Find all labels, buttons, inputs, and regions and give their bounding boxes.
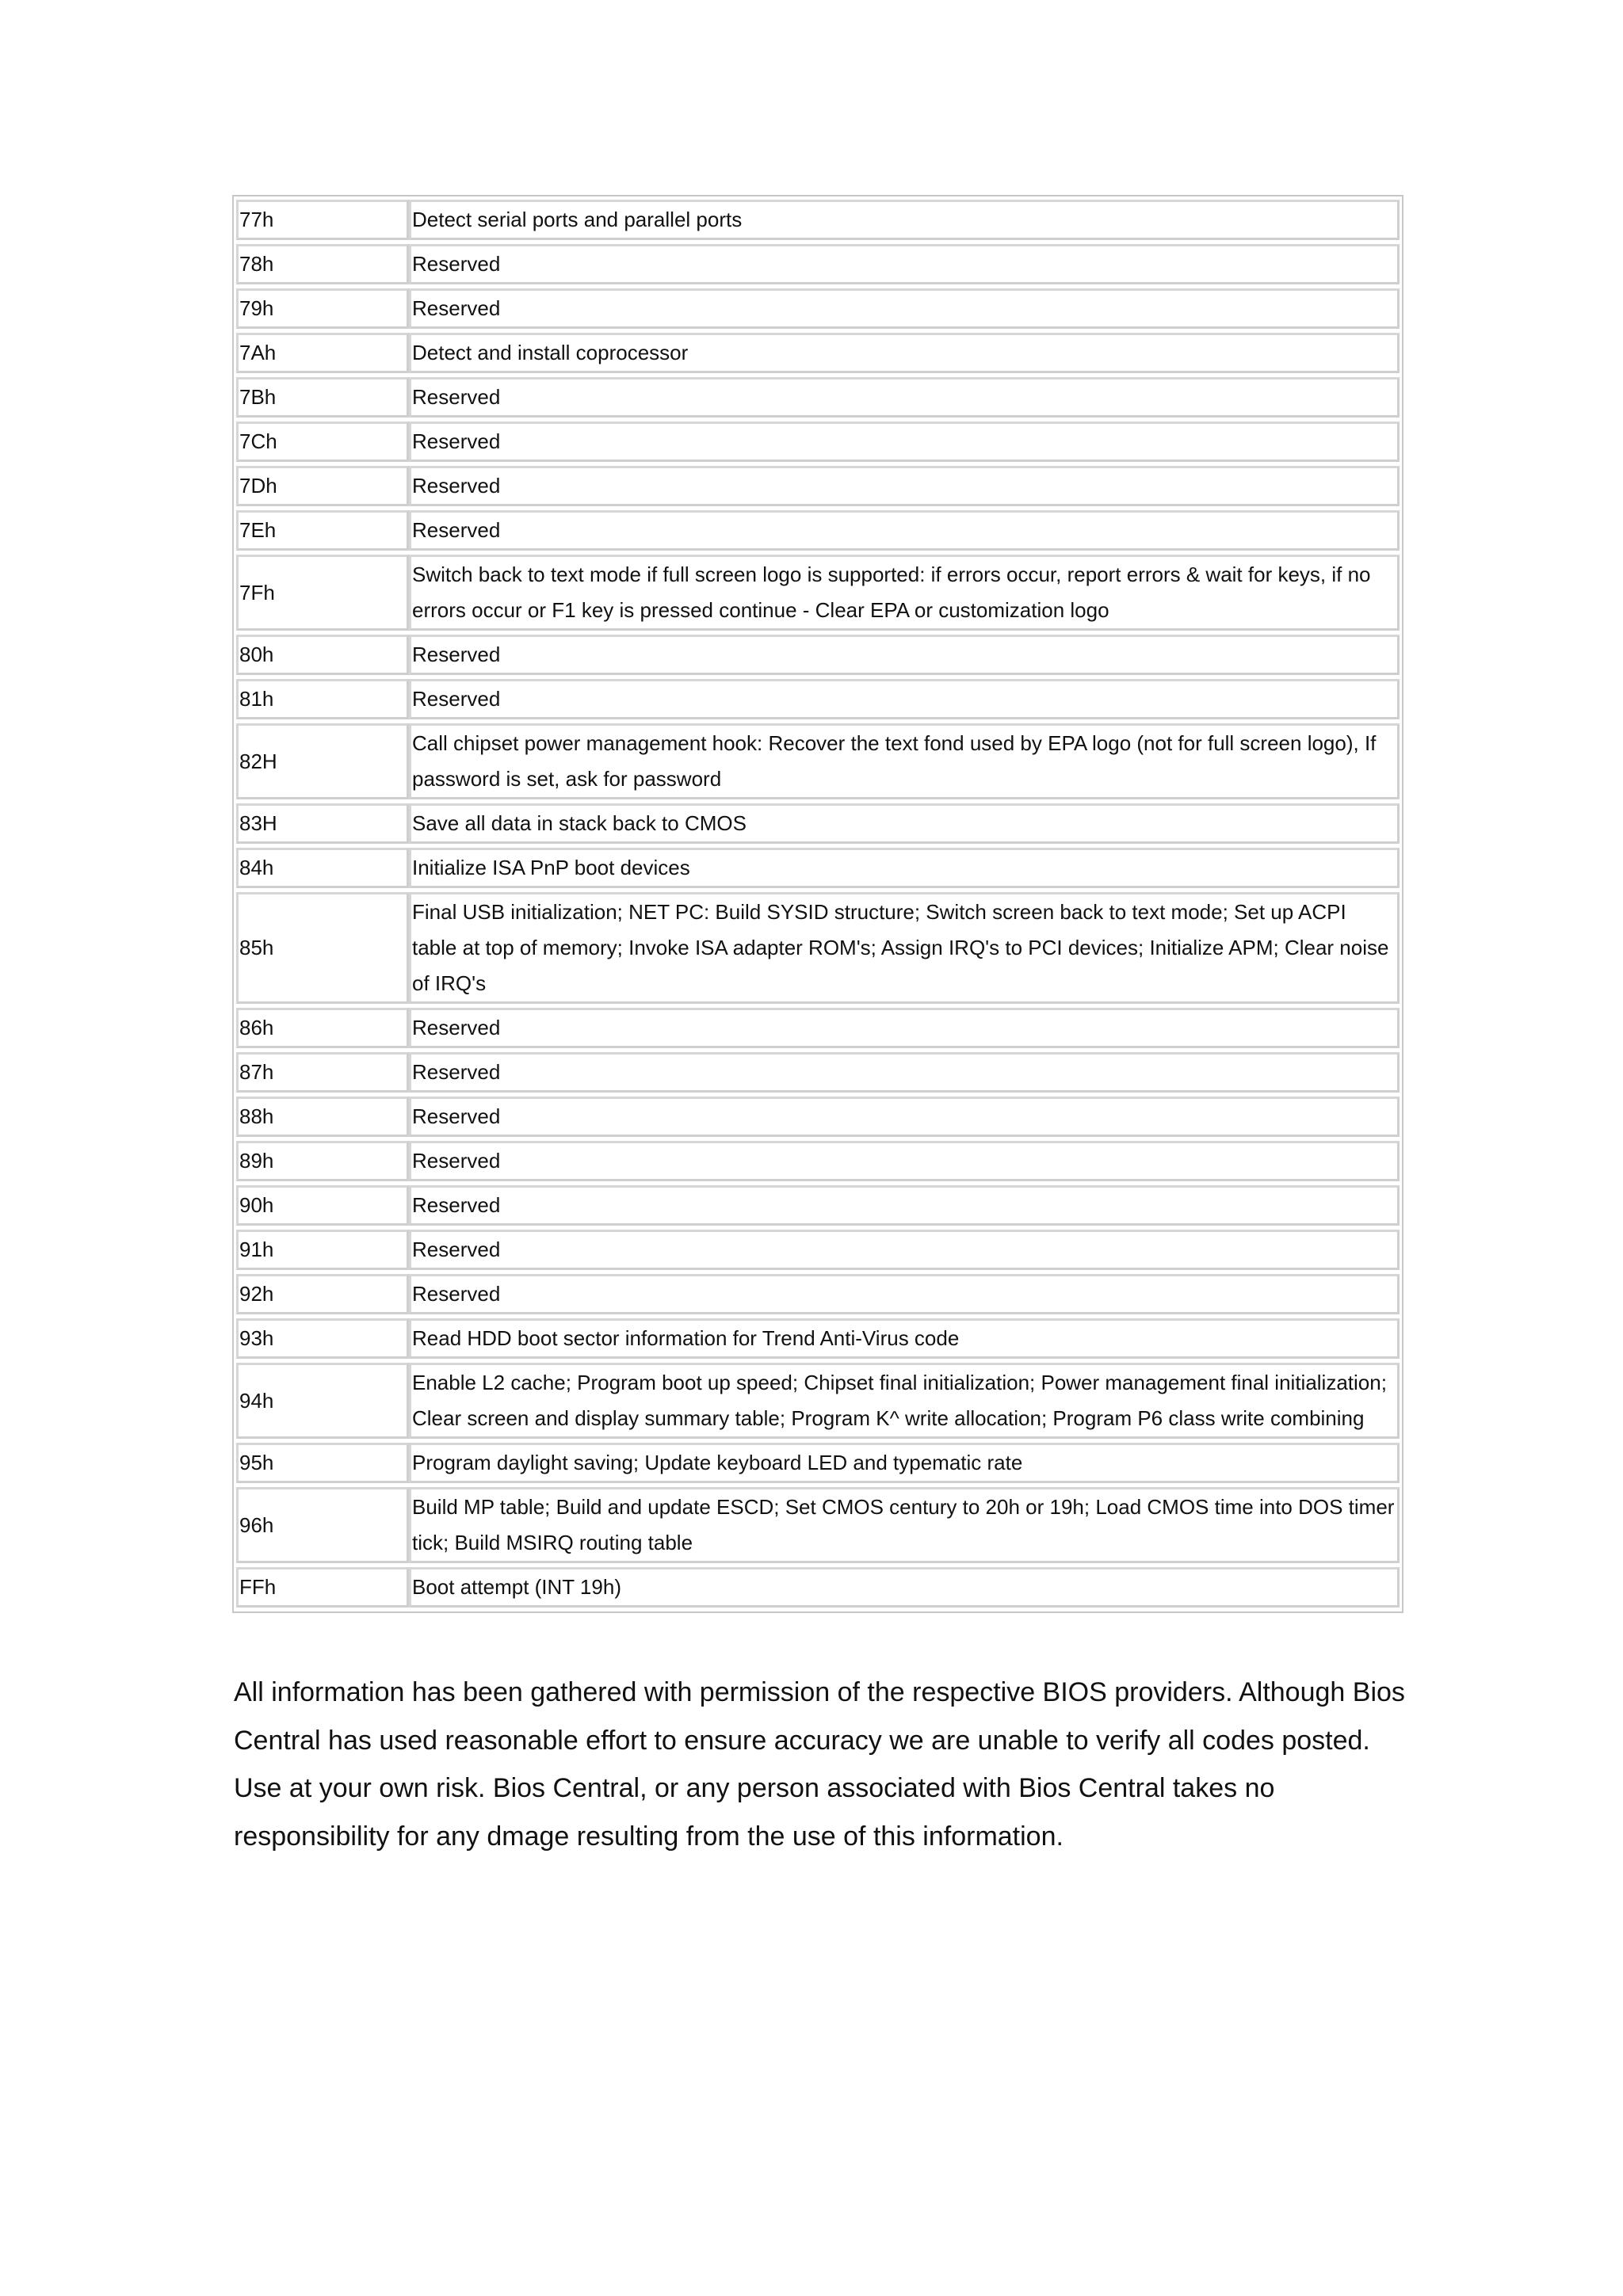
table-row — [236, 466, 1400, 506]
table-row — [236, 892, 1400, 1004]
table-row — [236, 510, 1400, 551]
post-code-description-cell: Final USB initialization; NET PC: Build SYSID structure; Switch screen back to text mode; Set up ACPI table at top of memory; Invoke ISA adapter ROM's; Assign IRQ's to PCI devices; Initialize APM; Clear noise of IRQ's — [409, 892, 1400, 1004]
table-row — [236, 1443, 1400, 1483]
table-row — [236, 333, 1400, 373]
post-code-cell: 84h — [236, 848, 409, 888]
post-code-description-cell: Boot attempt (INT 19h) — [409, 1567, 1400, 1608]
post-code-description-cell: Read HDD boot sector information for Trend Anti-Virus code — [409, 1318, 1400, 1359]
table-row — [236, 1052, 1400, 1093]
post-code-cell: 87h — [236, 1052, 409, 1093]
post-code-description-cell: Reserved — [409, 244, 1400, 284]
table-row — [236, 1487, 1400, 1563]
post-code-cell: 7Eh — [236, 510, 409, 551]
post-code-description-cell: Enable L2 cache; Program boot up speed; Chipset final initialization; Power management final initialization; Clear screen and display summary table; Program K^ write allocation; Program P6 class write combining — [409, 1363, 1400, 1439]
table-row — [236, 1185, 1400, 1226]
post-code-cell: 7Fh — [236, 555, 409, 631]
table-row — [236, 803, 1400, 844]
post-code-description-cell: Initialize ISA PnP boot devices — [409, 848, 1400, 888]
post-code-table-frame — [232, 195, 1403, 1613]
post-code-cell: 89h — [236, 1141, 409, 1181]
post-code-cell: 79h — [236, 288, 409, 329]
post-code-description-cell: Reserved — [409, 1230, 1400, 1270]
post-code-description-cell: Call chipset power management hook: Recover the text fond used by EPA logo (not for full screen logo), If password is set, ask for password — [409, 723, 1400, 799]
post-code-cell: 80h — [236, 635, 409, 675]
post-code-description-cell: Reserved — [409, 635, 1400, 675]
post-code-table — [236, 196, 1400, 1611]
post-code-description-cell: Program daylight saving; Update keyboard LED and typematic rate — [409, 1443, 1400, 1483]
table-row — [236, 1363, 1400, 1439]
post-code-description-cell: Reserved — [409, 1274, 1400, 1314]
post-code-description-cell: Reserved — [409, 1185, 1400, 1226]
post-code-description-cell: Build MP table; Build and update ESCD; Set CMOS century to 20h or 19h; Load CMOS time into DOS timer tick; Build MSIRQ routing table — [409, 1487, 1400, 1563]
post-code-cell: 82H — [236, 723, 409, 799]
post-code-cell: 90h — [236, 1185, 409, 1226]
post-code-cell: 81h — [236, 679, 409, 719]
post-code-cell: 88h — [236, 1097, 409, 1137]
post-code-cell: 92h — [236, 1274, 409, 1314]
post-code-cell: 95h — [236, 1443, 409, 1483]
disclaimer-paragraph: All information has been gathered with permission of the respective BIOS providers. Although Bios Central has used reasonable effort to ensure accuracy we are unable to verify all codes posted. Use at your own risk. Bios Central, or any person associated with Bios Central takes no responsibility for any dmage resulting from the use of this information. — [234, 1677, 1405, 1852]
post-code-cell: 7Ah — [236, 333, 409, 373]
table-row — [236, 679, 1400, 719]
table-row — [236, 1141, 1400, 1181]
post-code-cell: 91h — [236, 1230, 409, 1270]
table-row — [236, 1274, 1400, 1314]
post-code-description-cell: Reserved — [409, 466, 1400, 506]
table-row — [236, 1008, 1400, 1048]
post-code-description-cell: Save all data in stack back to CMOS — [409, 803, 1400, 844]
post-code-cell: 94h — [236, 1363, 409, 1439]
table-row — [236, 421, 1400, 462]
post-code-cell: 85h — [236, 892, 409, 1004]
post-code-description-cell: Switch back to text mode if full screen logo is supported: if errors occur, report errors & wait for keys, if no errors occur or F1 key is pressed continue - Clear EPA or customization logo — [409, 555, 1400, 631]
post-code-cell: 7Ch — [236, 421, 409, 462]
post-code-description-cell: Detect and install coprocessor — [409, 333, 1400, 373]
post-code-cell: 86h — [236, 1008, 409, 1048]
post-code-cell: 78h — [236, 244, 409, 284]
post-code-table-body — [236, 200, 1400, 1608]
table-row — [236, 848, 1400, 888]
post-code-cell: FFh — [236, 1567, 409, 1608]
post-code-description-cell: Reserved — [409, 1097, 1400, 1137]
post-code-description-cell: Reserved — [409, 679, 1400, 719]
table-row — [236, 377, 1400, 418]
table-row — [236, 1318, 1400, 1359]
table-row — [236, 1097, 1400, 1137]
post-code-cell: 7Bh — [236, 377, 409, 418]
post-code-description-cell: Reserved — [409, 1052, 1400, 1093]
post-code-cell: 93h — [236, 1318, 409, 1359]
post-code-description-cell: Reserved — [409, 1141, 1400, 1181]
post-code-description-cell: Reserved — [409, 510, 1400, 551]
post-code-description-cell: Reserved — [409, 377, 1400, 418]
post-code-cell: 77h — [236, 200, 409, 240]
post-code-cell: 83H — [236, 803, 409, 844]
table-row — [236, 1567, 1400, 1608]
post-code-description-cell: Reserved — [409, 421, 1400, 462]
table-row — [236, 1230, 1400, 1270]
table-row — [236, 555, 1400, 631]
post-code-description-cell: Detect serial ports and parallel ports — [409, 200, 1400, 240]
post-code-cell: 7Dh — [236, 466, 409, 506]
table-row — [236, 244, 1400, 284]
table-row — [236, 200, 1400, 240]
post-code-description-cell: Reserved — [409, 1008, 1400, 1048]
table-row — [236, 288, 1400, 329]
post-code-cell: 96h — [236, 1487, 409, 1563]
table-row — [236, 635, 1400, 675]
post-code-description-cell: Reserved — [409, 288, 1400, 329]
table-row — [236, 723, 1400, 799]
